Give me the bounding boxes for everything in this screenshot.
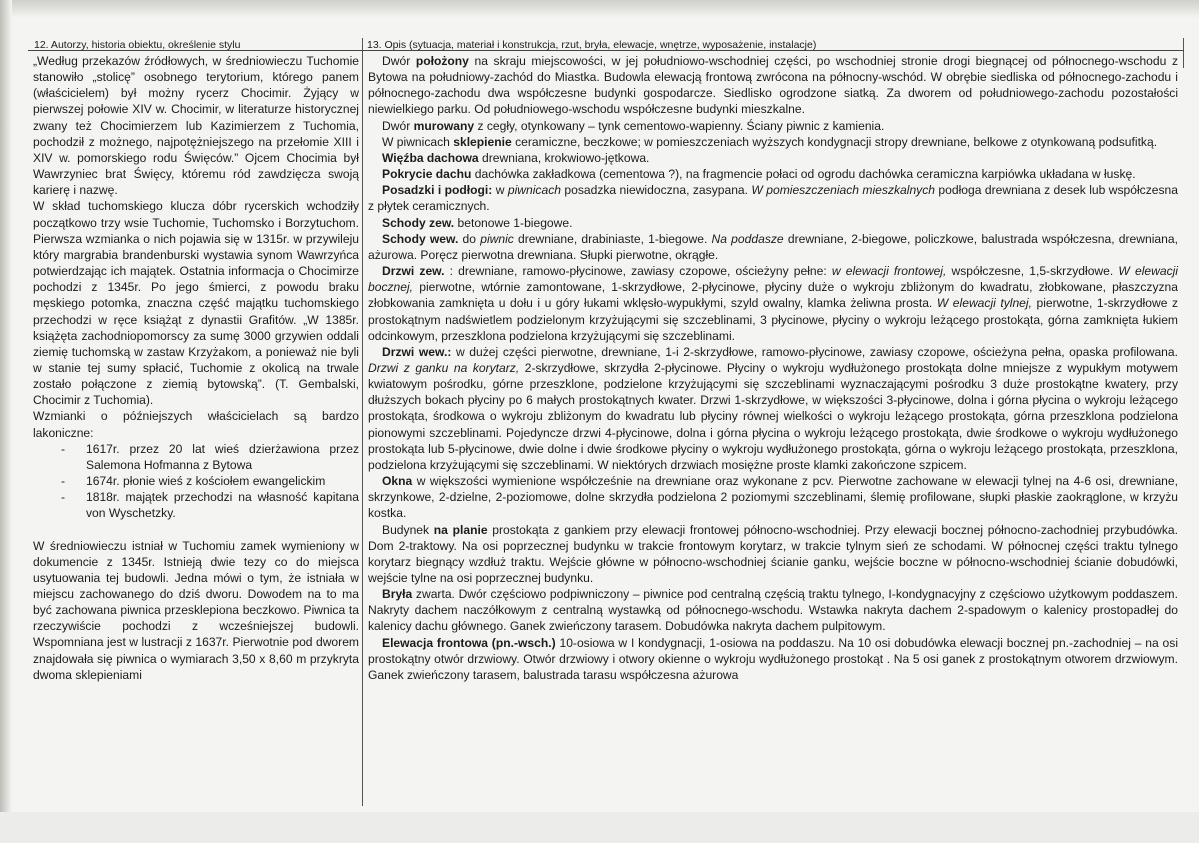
text-run: pierwotne, 1-skrzydłowe z prostokątnym nadświetlem podzielonym krzyżującymi się szczeblinami, 3 płycinowe, płyciny o wykroju leżącego prostokąta, górna zamknięta łukiem odcinkowym, przeszklona podzielona krzyżującymi się szczeblinami. (368, 296, 1179, 343)
italic-term: W elewacji tylnej, (936, 296, 1032, 311)
description-paragraph (368, 263, 1178, 344)
scan-bottom-band (0, 812, 1199, 843)
description-paragraph (368, 53, 1178, 118)
bold-term: Pokrycie dachu (382, 167, 472, 182)
right-border (1183, 38, 1184, 68)
bold-term: Schody zew. (382, 215, 455, 230)
history-paragraph: Wzmianki o późniejszych właścicielach są bardzo lakoniczne: (33, 409, 359, 440)
text-run: betonowe 1-biegowe. (454, 215, 573, 230)
left-column-header: 12. Autorzy, historia obiektu, określenie stylu (34, 39, 241, 51)
text-run: na skraju miejscowości, w jej południowo-wschodniej części, po wschodniej stronie drogi biegnącej od północnego-wschodu z Bytowa na południowy-zachód do Miastka. Budowla elewacją frontową zwrócona na północny-wschód. W obrębie siedliska od północnego-zachodu i północnego-zachodu dwa współczesne budynki gospodarcze. Siedlisko ogrodzone siatką. Za dworem od południowego-zachodu pozostałości niewielkiego parku. Od południowego-wschodu współczesne budynki mieszkalne. (368, 54, 1178, 117)
bold-term: Bryła (382, 587, 413, 602)
text-run: Dwór (382, 118, 414, 133)
description-paragraph (368, 231, 1178, 263)
text-run: w (492, 183, 508, 198)
description-paragraph (368, 635, 1178, 683)
text-run: drewniane, 2-biegowe, policzkowe, balustrada współczesna, drewniana, ażurowa. Poręcz pierwotna drewniana. Słupki pierwotne, okrągłe. (368, 231, 1178, 262)
history-column (33, 53, 359, 683)
text-run: podłoga drewniana z desek lub współczesna z płytek ceramicznych. (368, 183, 1178, 214)
description-column (368, 53, 1178, 683)
list-item: - 1818r. majątek przechodzi na własność kapitana von Wyschetzky. (33, 489, 359, 521)
bold-term: murowany (413, 118, 475, 133)
description-paragraph (368, 118, 1178, 134)
text-run: drewniana, krokwiowo-jętkowa. (478, 150, 650, 165)
description-paragraph (368, 166, 1178, 182)
column-divider (362, 38, 363, 806)
text-run: drewniane, drabiniaste, 1-biegowe. (513, 231, 712, 246)
italic-term: Drzwi z ganku na korytarz, (368, 360, 520, 375)
text-run: z cegły, otynkowany – tynk cementowo-wapienny. Ściany piwnic z kamienia. (474, 118, 885, 133)
bold-term: Posadzki i podłogi: (382, 183, 493, 198)
text-run: współczesne, 1,5-skrzydłowe. (946, 264, 1119, 279)
owners-list (33, 441, 359, 522)
description-paragraph (368, 150, 1178, 166)
history-paragraph: W skład tuchomskiego klucza dóbr rycerskich wchodziły początkowo trzy wsie Tuchomie, Tuchomsko i Borzytuchom. Pierwsza wzmianka o nich pojawia się w 1315r. w przywileju który margrabia brandenburski wystawia synom Wawrzyńca potwierdzając ich majątek. Ostatnia informacja o Chocimirze pochodzi z 1345r. Po jego śmierci, z powodu braku męskiego potomka, znaczna część majątku tuchomskiego przechodzi w ręce książąt z dynastii Grafitów. „W 1385r. książęta zachodniopomorscy za sumę 3000 grzywien oddali ziemię tuchomską w zastaw Krzyżakom, a ponieważ nie byli w stanie tej sumy spłacić, Tuchomie z okolicą na trwale zostało połączone z ziemią bytowską”. (T. Gembalski, Chocimir z Tuchomia). (33, 199, 359, 408)
right-column-header: 13. Opis (sytuacja, materiał i konstrukcja, rzut, bryła, elewacje, wnętrze, wyposażenie, instalacje) (367, 39, 817, 51)
scan-top-shadow (0, 0, 1199, 18)
text-run: posadzka niewidoczna, zasypana. (560, 183, 752, 198)
bold-term: Okna (382, 474, 413, 489)
scan-left-shadow (0, 0, 12, 843)
text-run: w większości wymienione współcześnie na drewniane oraz wykonane z pcv. Pierwotne zachowane w elewacji tylnej na 4-6 osi, drewniane, skrzynkowe, 2-dzielne, 2-poziomowe, dolne skrzydła podzielona 2 poziomymi szczeblinami, ślemię profilowane, słupki płaskie zaokrąglone, w krzyżu kostka. (368, 474, 1178, 521)
text-run: 2-skrzydłowe, skrzydła 2-płycinowe. Płyciny o wykroju wydłużonego prostokąta dolne mniejsze z wypukłym motywem kwiatowym pośrodku, górne przeszklone, podzielone krzyżującymi się szczeblinami wyznaczającymi pośrodku 3 duże prostokątne kwatery, przy dłuższych bokach płyciny po 6 małych prostokątnych kwater. Drzwi 1-skrzydłowe, w większości 3-płycinowe, dolna i górna płycina o wykroju leżącego prostokąta, środkowa o wykroju zbliżonym do kwadratu lub płyciny równej wielkości o wykroju leżącego prostokąta, górna przeszklona podzielona pionowymi szczeblinami. Pojedyncze drzwi 4-płycinowe, dolna i górna płycina o wykroju leżącego prostokąta, dwie środkowe o wykroju wydłużonego prostokąta lub 5-płycinowe, dwie dolne i dwie środkowe płyciny o wykroju wydłużonego prostokąta, górna o wykroju leżącego prostokąta, przeszklona, podzielona krzyżującymi się szczeblinami. W niektórych drzwiach mosiężne proste klamki zakończone szpicem. (368, 360, 1178, 472)
bold-term: Więźba dachowa (382, 150, 479, 165)
description-paragraph (368, 586, 1178, 634)
list-item: - 1617r. przez 20 lat wieś dzierżawiona przez Salemona Hofmanna z Bytowa (33, 441, 359, 473)
italic-term: piwnicach (507, 183, 561, 198)
text-run: do (458, 231, 481, 246)
italic-term: W pomieszczeniach mieszkalnych (751, 183, 936, 198)
text-run: pierwotne, wtórnie zamontowane, 1-skrzydłowe, 2-płycinowe, płyciny duże o wykroju zbliżonym do kwadratu, złobkowane, płaszczyzna złobkowania zamknięta u dołu i u góry łukami wklęsło-wypukłymi, szyld owalny, klamka żeliwna prosta. (368, 280, 1178, 311)
text-run: 10-osiowa w I kondygnacji, 1-osiowa na poddaszu. Na 10 osi dobudówka elewacji bocznej pn.-zachodniej – na osi prostokątny otwór drzwiowy. Otwór drzwiowy i otwory okienne o wykroju wydłużonego prostokąt . Na 5 osi ganek z prostokątnym otworem drzwiowym. Ganek zwieńczony tarasem, balustrada tarasu współczesna ażurowa (368, 635, 1179, 682)
description-paragraph (368, 215, 1178, 231)
description-paragraph (368, 344, 1178, 473)
description-paragraph (368, 473, 1178, 521)
italic-term: W elewacji bocznej, (368, 264, 1178, 295)
text-run: Dwór (382, 54, 416, 68)
text-run: ceramiczne, beczkowe; w pomieszczeniach wyższych kondygnacji stropy drewniane, belkowe z otynkowaną podsufitką. (511, 134, 1158, 149)
bold-term: Drzwi wew.: (382, 344, 452, 359)
bold-term: Elewacja frontowa (pn.-wsch.) (382, 635, 556, 650)
bold-term: sklepienie (453, 134, 512, 149)
text-run: prostokąta z gankiem przy elewacji frontowej północno-wschodniej. Przy elewacji bocznej północno-zachodniej przybudówka. Dom 2-traktowy. Na osi poprzecznej budynku w trakcie frontowym korytarz, w trakcie tylnym sień ze schodami. W północnej części traktu tylnego korytarz biegnący wzdłuż traktu. Wejście główne w północno-wschodniej ścianie ganku, wejście boczne w północno-wschodniej ścianie dobudówki, wejście tylne na osi poprzecznej budynku. (368, 522, 1178, 585)
text-run: W piwnicach (382, 134, 454, 149)
bold-term: Schody wew. (382, 231, 459, 246)
bold-term: na planie (433, 522, 488, 537)
spacer (33, 522, 359, 538)
text-run: w dużej części pierwotne, drewniane, 1-i 2-skrzydłowe, ramowo-płycinowe, zawiasy czopowe, ościeżyna pełna, opaska profilowana. (451, 344, 1178, 359)
history-paragraph: W średniowieczu istniał w Tuchomiu zamek wymieniony w dokumencie z 1345r. Istnieją dwie tezy co do miejsca usytuowania tej budowli. Jedna mówi o tym, że istniała w miejscu zachowanego do dziś dworu. Dowodem na to ma być zachowana piwnica przesklepiona beczkowo. Piwnica ta rzeczywiście pochodzi z wcześniejszej budowli. Wspomniana jest w lustracji z 1637r. Pierwotnie pod dworem znajdowała się piwnica o wymiarach 3,50 x 8,60 m przykryta dwoma sklepieniami (33, 538, 359, 682)
italic-term: w elewacji frontowej, (831, 264, 947, 279)
list-item: - 1674r. płonie wieś z kościołem ewangelickim (33, 473, 359, 489)
text-run: zwarta. Dwór częściowo podpiwniczony – piwnice pod centralną częścią traktu tylnego, I-kondygnacyjny z częściowo użytkowym poddaszem. Nakryty dachem naczółkowym z centralną wystawką od północnego-wschodu. Wstawka nakryta dachem 2-spadowym o kalenicy prostopadłej do kalenicy dachu głównego. Ganek zwieńczony tarasem. Dobudówka nakryta dachem pulpitowym. (368, 587, 1178, 634)
text-run: : drewniane, ramowo-płycinowe, zawiasy czopowe, ościeżyny pełne: (444, 264, 832, 279)
italic-term: piwnic (480, 231, 514, 246)
description-paragraph (368, 182, 1178, 214)
text-run: dachówka zakładkowa (cementowa ?), na fragmencie połaci od ogrodu dachówka ceramiczna karpiówka układana w łuskę. (471, 167, 1136, 182)
description-paragraph (368, 134, 1178, 150)
text-run: Budynek (382, 522, 434, 537)
history-paragraph: „Według przekazów źródłowych, w średniowieczu Tuchomie stanowiło „stolicę” osobnego terytorium, którego panem (właścicielem) był możny rycerz Chocimir. Żyjący w pierwszej połowie XIV w. Chocimir, w literaturze historycznej zwany też Chocimierzem lub Kazimierzem z Tuchomia, pochodził z możnego, najpotężniejszego na przełomie XIII i XIV w. pomorskiego rodu Święców.” Ojcem Chocimia był Wawrzyniec brat Święcy, któremu ród zawdzięcza swoją karierę i nazwę. (33, 54, 359, 198)
bold-term: Drzwi zew. (382, 264, 445, 279)
bold-term: położony (415, 54, 469, 68)
description-paragraph (368, 522, 1178, 587)
italic-term: Na poddasze (711, 231, 784, 246)
